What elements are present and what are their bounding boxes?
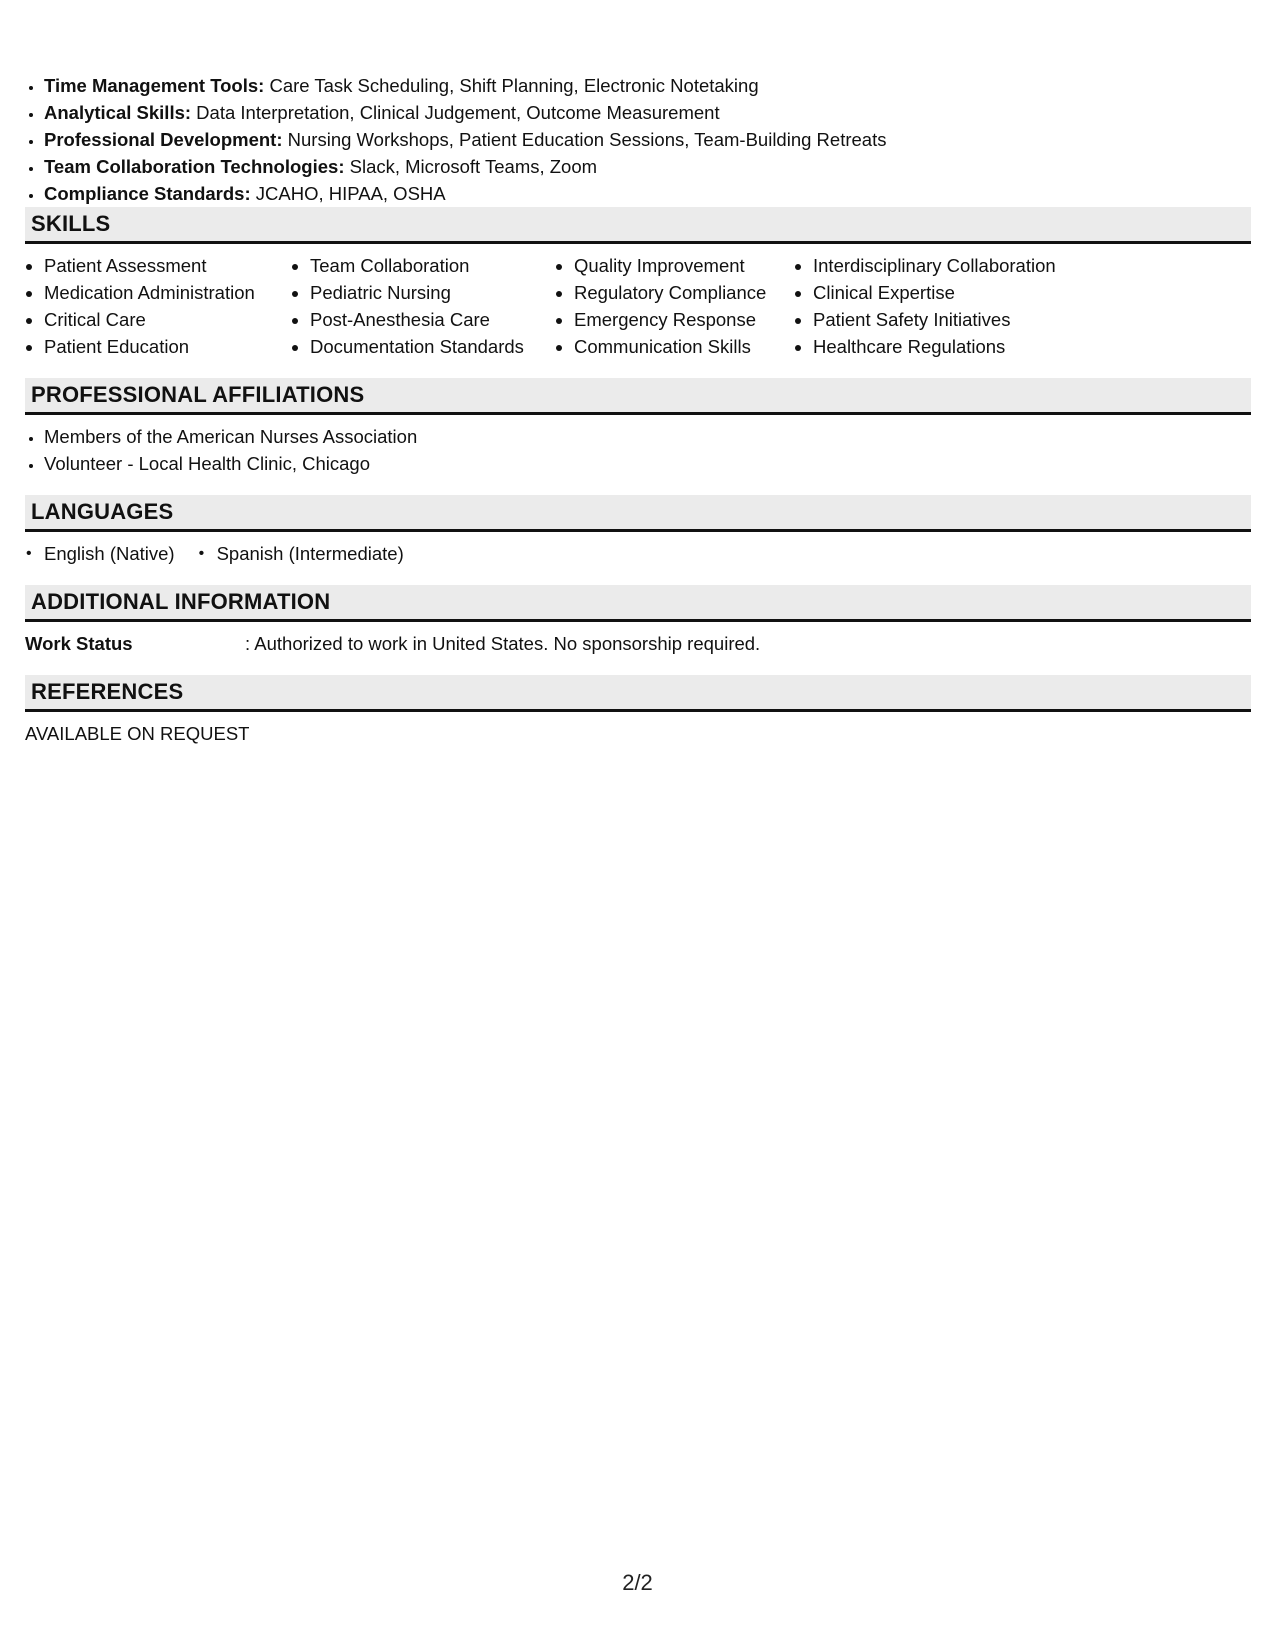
skill-item: • Pediatric Nursing: [310, 279, 555, 306]
affiliations-list: [25, 423, 1251, 477]
section-heading-references: REFERENCES: [25, 675, 1251, 712]
list-item: • Volunteer - Local Health Clinic, Chicago: [44, 450, 1251, 477]
references-section: [25, 675, 1251, 747]
skill-item: • Healthcare Regulations: [813, 333, 1113, 360]
skills-section: [25, 207, 1251, 360]
skill-item: • Clinical Expertise: [813, 279, 1113, 306]
list-item: • Team Collaboration Technologies: Slack, Microsoft Teams, Zoom: [44, 153, 1251, 180]
languages-list: [25, 540, 1251, 567]
skill-item: • Medication Administration: [44, 279, 291, 306]
skills-column: [794, 252, 1113, 360]
additional-info-section: [25, 585, 1251, 657]
skills-column: [555, 252, 794, 360]
list-item: • Members of the American Nurses Association: [44, 423, 1251, 450]
list-item: • Time Management Tools: Care Task Scheduling, Shift Planning, Electronic Notetaking: [44, 72, 1251, 99]
skill-item: • Documentation Standards: [310, 333, 555, 360]
section-heading-affiliations: PROFESSIONAL AFFILIATIONS: [25, 378, 1251, 415]
technical-skills-list: [25, 72, 1251, 207]
work-status-value: : Authorized to work in United States. No sponsorship required.: [245, 633, 761, 654]
list-item: • Analytical Skills: Data Interpretation, Clinical Judgement, Outcome Measurement: [44, 99, 1251, 126]
skill-item: • Communication Skills: [574, 333, 794, 360]
bullet-icon: •: [26, 545, 32, 562]
skill-item: • Post-Anesthesia Care: [310, 306, 555, 333]
references-text: AVAILABLE ON REQUEST: [25, 723, 250, 744]
skill-item: • Patient Safety Initiatives: [813, 306, 1113, 333]
bullet-icon: •: [198, 545, 205, 562]
list-item: • Compliance Standards: JCAHO, HIPAA, OSHA: [44, 180, 1251, 207]
languages-section: [25, 495, 1251, 567]
work-status-label: Work Status: [25, 633, 133, 654]
language-item: • Spanish (Intermediate): [198, 540, 404, 567]
section-heading-additional-info: ADDITIONAL INFORMATION: [25, 585, 1251, 622]
skills-grid: [25, 252, 1251, 360]
skills-column: [291, 252, 555, 360]
skill-item: • Interdisciplinary Collaboration: [813, 252, 1113, 279]
skills-column: [25, 252, 291, 360]
list-item: • Professional Development: Nursing Workshops, Patient Education Sessions, Team-Building Retreats: [44, 126, 1251, 153]
skill-item: • Team Collaboration: [310, 252, 555, 279]
affiliations-section: [25, 378, 1251, 477]
skill-item: • Patient Education: [44, 333, 291, 360]
skill-item: • Critical Care: [44, 306, 291, 333]
section-heading-skills: SKILLS: [25, 207, 1251, 244]
skill-item: • Emergency Response: [574, 306, 794, 333]
section-heading-languages: LANGUAGES: [25, 495, 1251, 532]
resume-page: [25, 72, 1251, 765]
language-item: • English (Native): [25, 540, 175, 567]
work-status-row: [25, 630, 1251, 657]
skill-item: • Regulatory Compliance: [574, 279, 794, 306]
page-number: 2/2: [622, 1570, 653, 1595]
skill-item: • Quality Improvement: [574, 252, 794, 279]
skill-item: • Patient Assessment: [44, 252, 291, 279]
